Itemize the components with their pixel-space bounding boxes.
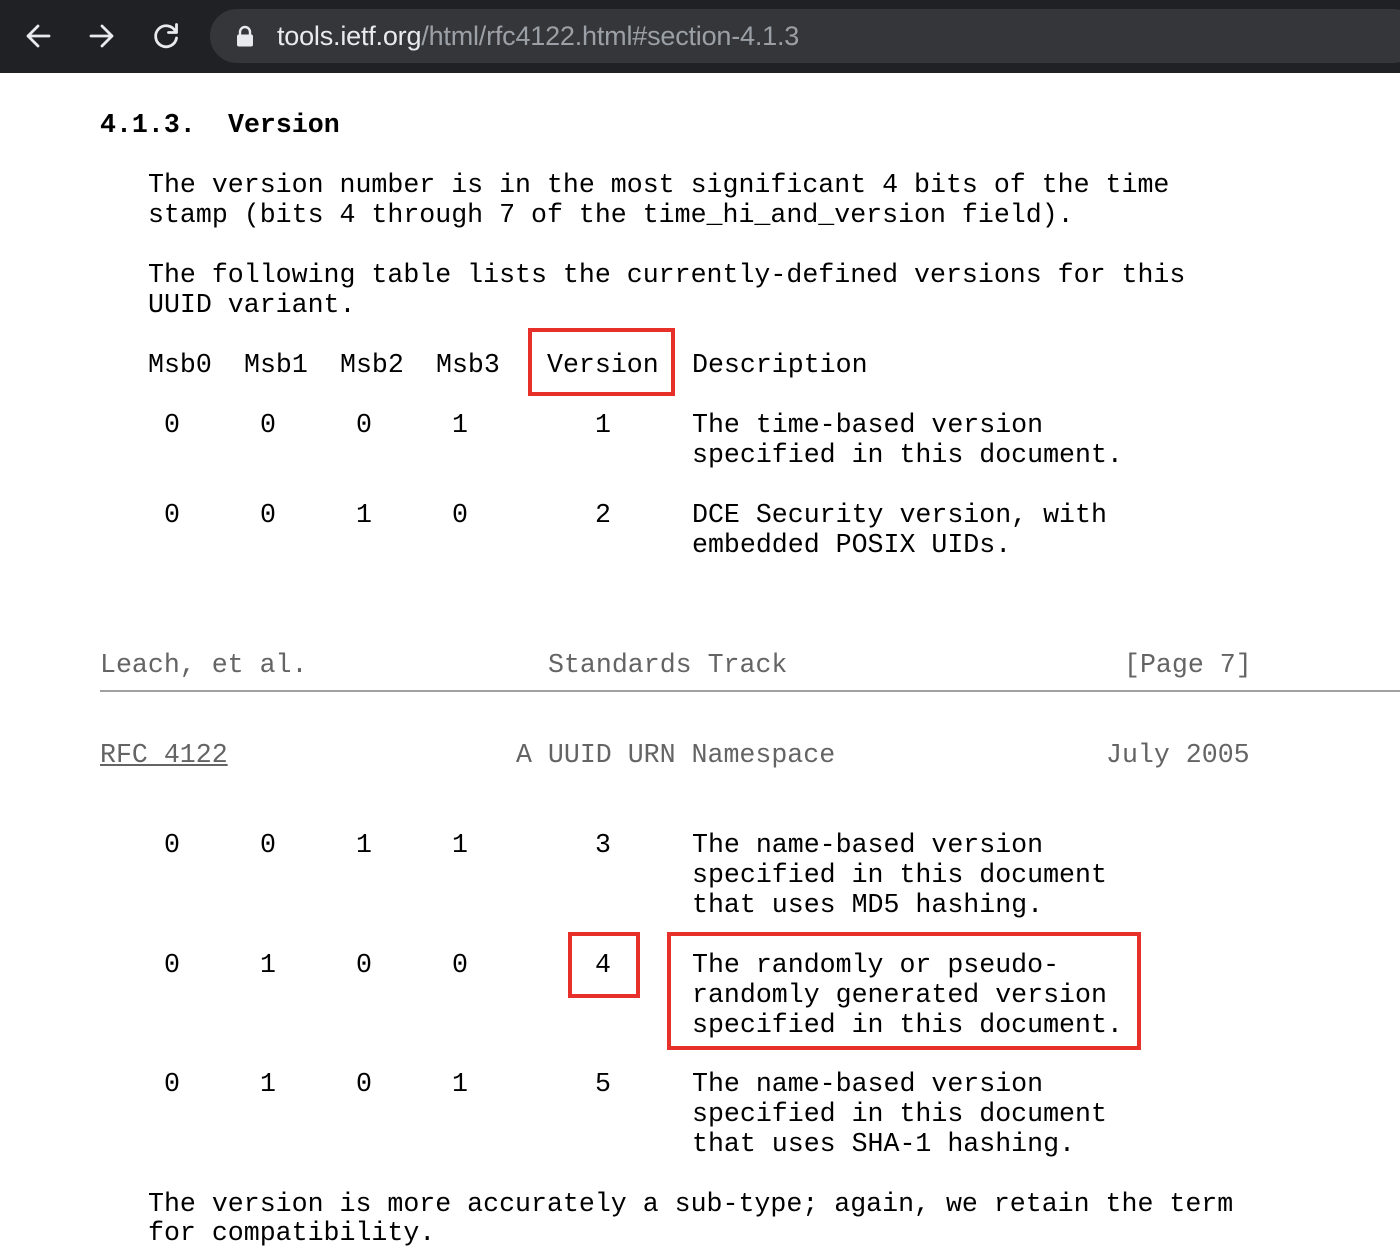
url-text[interactable] <box>277 9 799 63</box>
url-path: /html/rfc4122.html#section-4.1.3 <box>421 21 800 51</box>
table-cell-msb1: 1 <box>260 950 276 980</box>
table-cell-msb3: 0 <box>452 950 468 980</box>
lock-icon <box>235 25 255 47</box>
back-button[interactable] <box>16 14 60 58</box>
table-header-msb0: Msb0 <box>148 350 212 380</box>
paragraph-closing-line-1: The version is more accurately a sub-type; again, we retain the term <box>148 1189 1234 1219</box>
table-cell-msb1: 0 <box>260 830 276 860</box>
page-break-divider <box>100 690 1400 692</box>
table-cell-msb2: 0 <box>356 410 372 440</box>
table-cell-msb1: 1 <box>260 1069 276 1099</box>
paragraph-version-bits-line-2: stamp (bits 4 through 7 of the time_hi_and_version field). <box>148 200 1074 230</box>
table-cell-msb1: 0 <box>260 500 276 530</box>
table-header-msb2: Msb2 <box>340 350 404 380</box>
page-footer-page-number: [Page 7] <box>1124 650 1252 680</box>
table-cell-description-line-2: specified in this document <box>692 1099 1107 1129</box>
table-cell-version: 4 <box>595 950 611 980</box>
page-footer-status: Standards Track <box>548 650 788 680</box>
table-cell-msb2: 1 <box>356 500 372 530</box>
browser-toolbar <box>0 0 1400 73</box>
highlight-version-4-box <box>568 932 640 998</box>
table-cell-description-line-2: randomly generated version <box>692 980 1107 1010</box>
table-cell-description-line-1: DCE Security version, with <box>692 500 1107 530</box>
table-cell-description-line-1: The name-based version <box>692 1069 1044 1099</box>
page-header-date: July 2005 <box>1106 740 1250 770</box>
table-cell-description-line-2: specified in this document. <box>692 440 1123 470</box>
table-cell-description-line-2: embedded POSIX UIDs. <box>692 530 1012 560</box>
table-cell-msb3: 1 <box>452 410 468 440</box>
table-cell-msb2: 1 <box>356 830 372 860</box>
table-cell-description-line-3: that uses MD5 hashing. <box>692 890 1044 920</box>
table-cell-version: 3 <box>595 830 611 860</box>
reload-button[interactable] <box>144 14 188 58</box>
address-bar[interactable] <box>210 9 1400 63</box>
page-header-title: A UUID URN Namespace <box>516 740 836 770</box>
table-cell-description-line-2: specified in this document <box>692 860 1107 890</box>
table-cell-msb0: 0 <box>164 830 180 860</box>
reload-icon <box>151 21 181 51</box>
paragraph-table-intro-line-1: The following table lists the currently-defined versions for this <box>148 260 1186 290</box>
table-cell-msb2: 0 <box>356 950 372 980</box>
page-footer-authors: Leach, et al. <box>100 650 308 680</box>
table-cell-description-line-1: The name-based version <box>692 830 1044 860</box>
table-cell-description-line-3: that uses SHA-1 hashing. <box>692 1129 1076 1159</box>
table-cell-msb0: 0 <box>164 410 180 440</box>
table-header-description: Description <box>692 350 868 380</box>
table-cell-version: 1 <box>595 410 611 440</box>
url-host: tools.ietf.org <box>277 21 422 51</box>
highlight-version-4-description-box <box>667 932 1141 1050</box>
table-cell-version: 2 <box>595 500 611 530</box>
section-title: Version <box>228 110 340 140</box>
section-number: 4.1.3. <box>100 110 196 140</box>
table-header-version: Version <box>547 350 659 380</box>
forward-button[interactable] <box>80 14 124 58</box>
table-cell-version: 5 <box>595 1069 611 1099</box>
table-cell-msb2: 0 <box>356 1069 372 1099</box>
paragraph-table-intro-line-2: UUID variant. <box>148 290 356 320</box>
table-cell-description-line-1: The time-based version <box>692 410 1044 440</box>
table-cell-msb0: 0 <box>164 950 180 980</box>
table-cell-description-line-3: specified in this document. <box>692 1010 1123 1040</box>
paragraph-closing-line-2: for compatibility. <box>148 1218 436 1248</box>
paragraph-version-bits-line-1: The version number is in the most significant 4 bits of the time <box>148 170 1170 200</box>
rfc-number-link[interactable]: RFC 4122 <box>100 740 228 770</box>
table-cell-description-line-1: The randomly or pseudo- <box>692 950 1060 980</box>
table-cell-msb3: 1 <box>452 1069 468 1099</box>
table-cell-msb3: 1 <box>452 830 468 860</box>
table-cell-msb0: 0 <box>164 1069 180 1099</box>
arrow-left-icon <box>24 22 52 50</box>
table-header-msb3: Msb3 <box>436 350 500 380</box>
table-header-msb1: Msb1 <box>244 350 308 380</box>
table-cell-msb3: 0 <box>452 500 468 530</box>
table-cell-msb1: 0 <box>260 410 276 440</box>
arrow-right-icon <box>88 22 116 50</box>
table-cell-msb0: 0 <box>164 500 180 530</box>
highlight-version-header-box <box>528 328 675 396</box>
